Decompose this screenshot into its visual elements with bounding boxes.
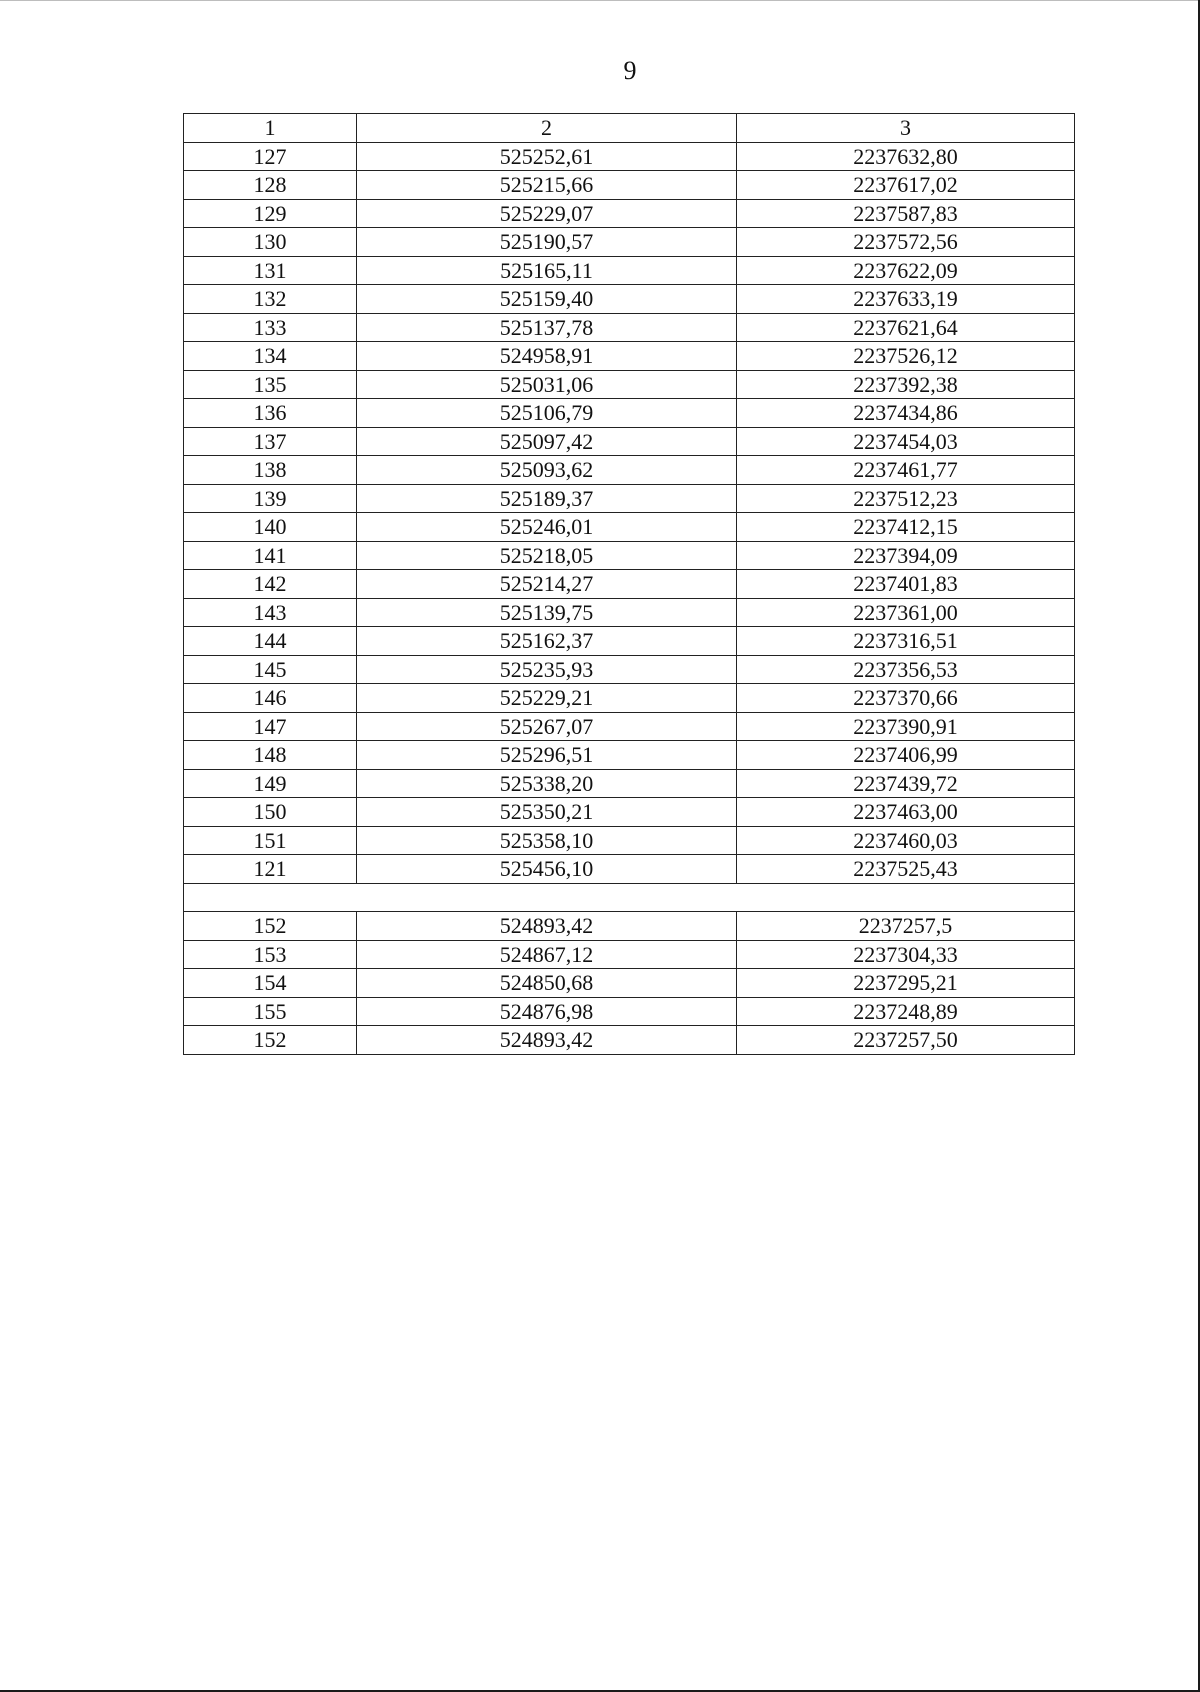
point-number-cell: 153: [184, 940, 357, 969]
x-coordinate-cell: 525246,01: [357, 513, 737, 542]
table-row: [184, 256, 1075, 285]
y-coordinate-cell: 2237295,21: [737, 969, 1075, 998]
y-coordinate-cell: 2237587,83: [737, 199, 1075, 228]
y-coordinate-cell: 2237463,00: [737, 798, 1075, 827]
point-number-cell: 148: [184, 741, 357, 770]
y-coordinate-cell: 2237356,53: [737, 655, 1075, 684]
x-coordinate-cell: 525031,06: [357, 370, 737, 399]
x-coordinate-cell: 525229,07: [357, 199, 737, 228]
point-number-cell: 155: [184, 997, 357, 1026]
x-coordinate-cell: 524893,42: [357, 912, 737, 941]
table-row: [184, 741, 1075, 770]
y-coordinate-cell: 2237526,12: [737, 342, 1075, 371]
y-coordinate-cell: 2237572,56: [737, 228, 1075, 257]
table-row: [184, 142, 1075, 171]
table-row: [184, 342, 1075, 371]
table-row: [184, 541, 1075, 570]
table-row: [184, 199, 1075, 228]
x-coordinate-cell: 524958,91: [357, 342, 737, 371]
point-number-cell: 127: [184, 142, 357, 171]
table-row: [184, 627, 1075, 656]
y-coordinate-cell: 2237525,43: [737, 855, 1075, 884]
table-row: [184, 712, 1075, 741]
table-row: [184, 684, 1075, 713]
column-header: 2: [357, 114, 737, 143]
point-number-cell: 146: [184, 684, 357, 713]
point-number-cell: 121: [184, 855, 357, 884]
y-coordinate-cell: 2237512,23: [737, 484, 1075, 513]
x-coordinate-cell: 525338,20: [357, 769, 737, 798]
x-coordinate-cell: 524850,68: [357, 969, 737, 998]
table-row: [184, 826, 1075, 855]
x-coordinate-cell: 525093,62: [357, 456, 737, 485]
point-number-cell: 154: [184, 969, 357, 998]
y-coordinate-cell: 2237434,86: [737, 399, 1075, 428]
y-coordinate-cell: 2237304,33: [737, 940, 1075, 969]
table-row: [184, 228, 1075, 257]
point-number-cell: 129: [184, 199, 357, 228]
point-number-cell: 141: [184, 541, 357, 570]
table-row: [184, 769, 1075, 798]
y-coordinate-cell: 2237633,19: [737, 285, 1075, 314]
x-coordinate-cell: 525162,37: [357, 627, 737, 656]
y-coordinate-cell: 2237257,50: [737, 1026, 1075, 1055]
point-number-cell: 132: [184, 285, 357, 314]
x-coordinate-cell: 525106,79: [357, 399, 737, 428]
table-row: [184, 855, 1075, 884]
point-number-cell: 151: [184, 826, 357, 855]
table-row: [184, 285, 1075, 314]
x-coordinate-cell: 525137,78: [357, 313, 737, 342]
x-coordinate-cell: 525235,93: [357, 655, 737, 684]
point-number-cell: 150: [184, 798, 357, 827]
point-number-cell: 152: [184, 912, 357, 941]
table-row: [184, 912, 1075, 941]
table-row: [184, 370, 1075, 399]
table-row: [184, 570, 1075, 599]
x-coordinate-cell: 525159,40: [357, 285, 737, 314]
point-number-cell: 131: [184, 256, 357, 285]
x-coordinate-cell: 525165,11: [357, 256, 737, 285]
table-header-row: [184, 114, 1075, 143]
point-number-cell: 143: [184, 598, 357, 627]
scan-top-edge: [0, 0, 1200, 1]
table-row: [184, 1026, 1075, 1055]
y-coordinate-cell: 2237461,77: [737, 456, 1075, 485]
coordinates-table: [183, 113, 1075, 1055]
y-coordinate-cell: 2237401,83: [737, 570, 1075, 599]
x-coordinate-cell: 524876,98: [357, 997, 737, 1026]
point-number-cell: 152: [184, 1026, 357, 1055]
y-coordinate-cell: 2237621,64: [737, 313, 1075, 342]
x-coordinate-cell: 525252,61: [357, 142, 737, 171]
point-number-cell: 128: [184, 171, 357, 200]
x-coordinate-cell: 525296,51: [357, 741, 737, 770]
y-coordinate-cell: 2237617,02: [737, 171, 1075, 200]
y-coordinate-cell: 2237460,03: [737, 826, 1075, 855]
x-coordinate-cell: 525190,57: [357, 228, 737, 257]
point-number-cell: 145: [184, 655, 357, 684]
x-coordinate-cell: 525218,05: [357, 541, 737, 570]
y-coordinate-cell: 2237622,09: [737, 256, 1075, 285]
y-coordinate-cell: 2237394,09: [737, 541, 1075, 570]
point-number-cell: 136: [184, 399, 357, 428]
point-number-cell: 137: [184, 427, 357, 456]
table-row: [184, 969, 1075, 998]
table-row: [184, 513, 1075, 542]
point-number-cell: 130: [184, 228, 357, 257]
x-coordinate-cell: 525097,42: [357, 427, 737, 456]
y-coordinate-cell: 2237361,00: [737, 598, 1075, 627]
table-row: [184, 313, 1075, 342]
y-coordinate-cell: 2237454,03: [737, 427, 1075, 456]
y-coordinate-cell: 2237248,89: [737, 997, 1075, 1026]
point-number-cell: 142: [184, 570, 357, 599]
x-coordinate-cell: 525456,10: [357, 855, 737, 884]
table-row: [184, 456, 1075, 485]
table-row: [184, 484, 1075, 513]
y-coordinate-cell: 2237257,5: [737, 912, 1075, 941]
table-row: [184, 598, 1075, 627]
point-number-cell: 139: [184, 484, 357, 513]
separator-cell: [184, 883, 1075, 912]
column-header: 1: [184, 114, 357, 143]
x-coordinate-cell: 525139,75: [357, 598, 737, 627]
y-coordinate-cell: 2237439,72: [737, 769, 1075, 798]
y-coordinate-cell: 2237390,91: [737, 712, 1075, 741]
point-number-cell: 144: [184, 627, 357, 656]
table-row: [184, 655, 1075, 684]
table-row: [184, 171, 1075, 200]
x-coordinate-cell: 525189,37: [357, 484, 737, 513]
column-header: 3: [737, 114, 1075, 143]
table-separator-row: [184, 883, 1075, 912]
x-coordinate-cell: 525350,21: [357, 798, 737, 827]
x-coordinate-cell: 524867,12: [357, 940, 737, 969]
coordinates-table-body: [184, 114, 1075, 1055]
table-row: [184, 399, 1075, 428]
table-row: [184, 997, 1075, 1026]
point-number-cell: 133: [184, 313, 357, 342]
y-coordinate-cell: 2237632,80: [737, 142, 1075, 171]
table-row: [184, 798, 1075, 827]
x-coordinate-cell: 525214,27: [357, 570, 737, 599]
point-number-cell: 135: [184, 370, 357, 399]
point-number-cell: 140: [184, 513, 357, 542]
y-coordinate-cell: 2237406,99: [737, 741, 1075, 770]
x-coordinate-cell: 525215,66: [357, 171, 737, 200]
page-number: 9: [623, 56, 637, 85]
x-coordinate-cell: 524893,42: [357, 1026, 737, 1055]
y-coordinate-cell: 2237316,51: [737, 627, 1075, 656]
y-coordinate-cell: 2237370,66: [737, 684, 1075, 713]
point-number-cell: 149: [184, 769, 357, 798]
table-row: [184, 427, 1075, 456]
y-coordinate-cell: 2237392,38: [737, 370, 1075, 399]
point-number-cell: 138: [184, 456, 357, 485]
x-coordinate-cell: 525229,21: [357, 684, 737, 713]
point-number-cell: 147: [184, 712, 357, 741]
x-coordinate-cell: 525358,10: [357, 826, 737, 855]
x-coordinate-cell: 525267,07: [357, 712, 737, 741]
y-coordinate-cell: 2237412,15: [737, 513, 1075, 542]
table-row: [184, 940, 1075, 969]
point-number-cell: 134: [184, 342, 357, 371]
